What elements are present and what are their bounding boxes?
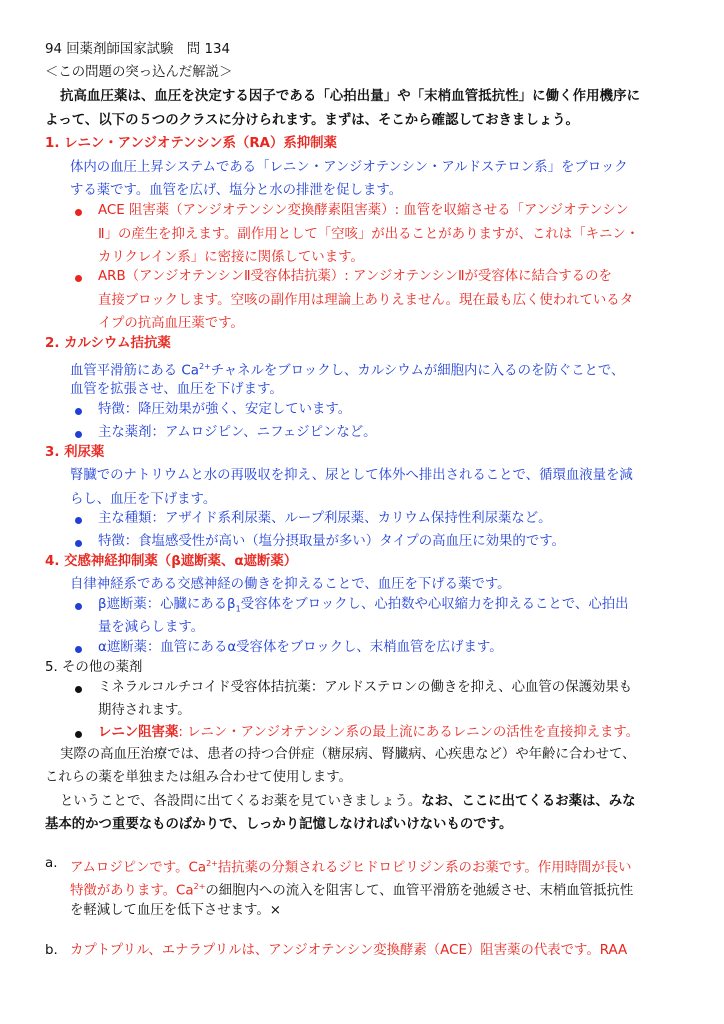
bullet-icon bbox=[75, 408, 82, 415]
intro-line-1: 抗高血圧薬は、血圧を決定する因子である「心拍出量」や「末梢血管抵抗性」に働く作用機序に bbox=[60, 89, 641, 104]
section-subtitle: ＜この問題の突っ込んだ解説＞ bbox=[45, 65, 233, 80]
answer-a-line-3: を軽減して血圧を低下させます。× bbox=[70, 903, 282, 918]
clinical-line-2: これらの薬を単独または組み合わせて使用します。 bbox=[45, 770, 352, 785]
beta-line-1: β遮断薬：心臓にある$\beta_1$受容体をブロックし、心拍数や心収縮力を抑えることで、心拍出 bbox=[98, 597, 629, 614]
transition-line-1: ということで、各設問に出てくるお薬を見ていきましょう。なお、ここに出てくるお薬は、みな bbox=[60, 794, 636, 809]
class-1-desc-1: 体内の血圧上昇システムである「レニン・アンジオテンシン・アルドステロン系」をブロック bbox=[70, 160, 628, 175]
answer-a-line-1: アムロジピンです。$Ca^{2+}$拮抗薬の分類されるジヒドロピリジン系のお薬です。作用時間が長い bbox=[70, 859, 632, 876]
bullet-icon bbox=[75, 646, 82, 653]
class-3-bullet-2: 特徴：食塩感受性が高い（塩分摂取量が多い）タイプの高血圧に効果的です。 bbox=[98, 534, 565, 549]
class-3-desc-1: 腎臓でのナトリウムと水の再吸収を抑え、尿として体外へ排出されることで、循環血液量を減 bbox=[70, 468, 633, 483]
bullet-icon bbox=[75, 603, 82, 610]
class-4-desc: 自律神経系である交感神経の働きを抑えることで、血圧を下げる薬です。 bbox=[70, 577, 511, 592]
transition-line-2: 基本的かつ重要なものばかりで、しっかり記憶しなければいけないものです。 bbox=[45, 817, 513, 832]
ace-line-2: Ⅱ」の産生を抑えます。副作用として「空咳」が出ることがありますが、これは「キニン・ bbox=[98, 227, 640, 242]
answer-a-label: a. bbox=[45, 856, 58, 871]
clinical-line-1: 実際の高血圧治療では、患者の持つ合併症（糖尿病、腎臓病、心疾患など）や年齢に合わせて、 bbox=[60, 747, 636, 762]
arb-line-3: イプの抗高血圧薬です。 bbox=[98, 316, 244, 331]
bullet-icon bbox=[75, 686, 82, 693]
class-3-heading: 3. 利尿薬 bbox=[45, 445, 105, 460]
bullet-icon bbox=[75, 540, 82, 547]
class-2-desc-2: 血管を拡張させ、血圧を下げます。 bbox=[70, 382, 283, 397]
class-4-heading: 4. 交感神経抑制薬（β遮断薬、α遮断薬） bbox=[45, 554, 298, 569]
mr-line-1: ミネラルコルチコイド受容体拮抗薬：アルドステロンの働きを抑え、心血管の保護効果も bbox=[98, 680, 633, 695]
bullet-icon bbox=[75, 209, 82, 216]
renin-line: レニン阻害薬: レニン・アンジオテンシン系の最上流にあるレニンの活性を直接抑えます。 bbox=[98, 725, 640, 740]
class-2-heading: 2. カルシウム拮抗薬 bbox=[45, 336, 171, 351]
class-3-desc-2: らし、血圧を下げます。 bbox=[70, 492, 217, 507]
class-1-desc-2: する薬です。血管を広げ、塩分と水の排泄を促します。 bbox=[70, 183, 403, 198]
ace-line-3: カリクレイン系」に密接に関係しています。 bbox=[98, 250, 364, 265]
answer-b-line-1: カプトプリル、エナラプリルは、アンジオテンシン変換酵素（ACE）阻害薬の代表です。RAA bbox=[70, 943, 628, 958]
class-2-desc-1: 血管平滑筋にある $Ca^{2+}$チャネルをブロックし、カルシウムが細胞内に入るのを防ぐことで、 bbox=[70, 362, 625, 379]
ace-line-1: ACE 阻害薬（アンジオテンシン変換酵素阻害薬）: 血管を収縮させる「アンジオテンシン bbox=[98, 203, 629, 218]
bullet-icon bbox=[75, 275, 82, 282]
class-2-bullet-2: 主な薬剤：アムロジピン、ニフェジピンなど。 bbox=[98, 425, 377, 440]
arb-line-1: ARB（アンジオテンシンⅡ受容体拮抗薬）: アンジオテンシンⅡが受容体に結合するのを bbox=[98, 269, 612, 284]
class-5-heading: 5. その他の薬剤 bbox=[45, 660, 143, 675]
alpha-line: α遮断薬：血管にあるα受容体をブロックし、末梢血管を広げます。 bbox=[98, 640, 503, 655]
class-3-bullet-1: 主な種類：アザイド系利尿薬、ループ利尿薬、カリウム保持性利尿薬など。 bbox=[98, 511, 552, 526]
mr-line-2: 期待されます。 bbox=[98, 703, 191, 718]
answer-a-line-2: 特徴があります。$Ca^{2+}$の細胞内への流入を阻害して、血管平滑筋を弛緩させ、末梢血管抵抗性 bbox=[70, 882, 634, 899]
page-title: 94 回薬剤師国家試験 問 134 bbox=[45, 42, 231, 57]
bullet-icon bbox=[75, 517, 82, 524]
intro-line-2: よって、以下の５つのクラスに分けられます。まずは、そこから確認しておきましょう。 bbox=[45, 113, 579, 128]
bullet-icon bbox=[75, 731, 82, 738]
class-1-heading: 1. レニン・アンジオテンシン系（RA）系抑制薬 bbox=[45, 136, 337, 151]
answer-b-label: b. bbox=[45, 943, 58, 958]
arb-line-2: 直接ブロックします。空咳の副作用は理論上ありえません。現在最も広く使われているタ bbox=[98, 293, 634, 308]
class-2-bullet-1: 特徴：降圧効果が強く、安定しています。 bbox=[98, 402, 352, 417]
beta-line-2: 量を減らします。 bbox=[98, 620, 205, 635]
bullet-icon bbox=[75, 431, 82, 438]
